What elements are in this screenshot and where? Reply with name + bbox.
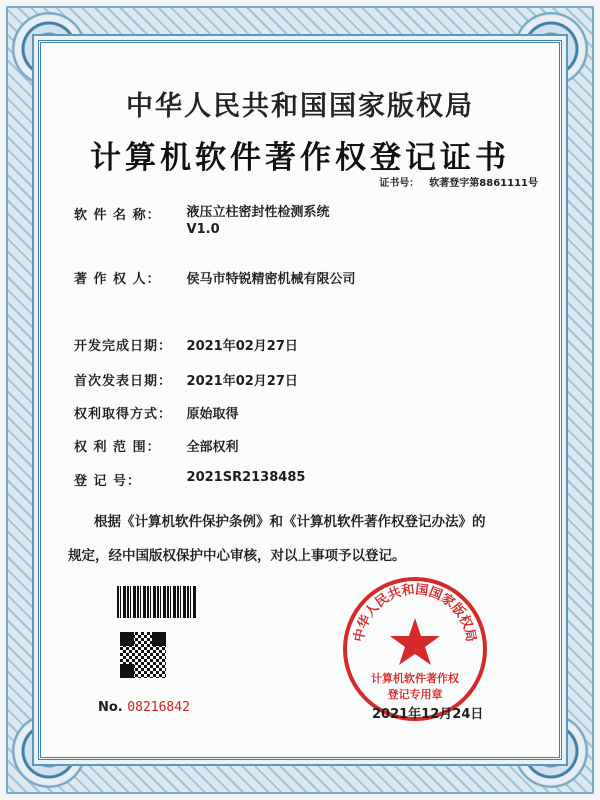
- field-label: 著 作 权 人：: [74, 272, 161, 287]
- field-development-date: [74, 335, 298, 354]
- seal-arc-text: 中华人民共和国国家版权局: [351, 582, 479, 644]
- software-name-line: 液压立柱密封性检测系统: [186, 205, 330, 220]
- barcode: [117, 586, 197, 618]
- field-value: 原始取得: [186, 407, 239, 422]
- field-value: 全部权利: [186, 440, 239, 455]
- field-copyright-owner: [74, 268, 356, 287]
- field-acquisition-method: [74, 403, 239, 422]
- issuer-title: 中华人民共和国国家版权局: [126, 91, 474, 122]
- qr-code: [120, 632, 166, 678]
- field-value: 侯马市特锐精密机械有限公司: [186, 272, 356, 287]
- statement-line: 规定，经中国版权保护中心审核，对以上事项予以登记。: [68, 548, 406, 564]
- field-label: 首次发表日期：: [74, 374, 173, 389]
- field-value: [187, 204, 330, 238]
- seal-line-2: 登记专用章: [387, 688, 443, 701]
- field-label: 软 件 名 称：: [74, 208, 161, 223]
- certification-statement: [68, 505, 538, 573]
- field-label: 权利取得方式：: [74, 407, 173, 422]
- field-publish-date: [74, 370, 298, 389]
- seal-line-1: 计算机软件著作权: [371, 672, 459, 685]
- official-seal: [340, 574, 490, 724]
- software-version-line: V1.0: [186, 222, 220, 237]
- field-label: 权 利 范 围：: [74, 440, 161, 455]
- field-value: 2021年02月27日: [186, 339, 298, 354]
- seal-star-icon: [390, 618, 440, 665]
- field-software-name: [74, 204, 330, 238]
- field-rights-scope: [74, 436, 239, 455]
- certificate-number: [379, 174, 538, 189]
- certificate-number-label: 证书号：: [379, 178, 420, 189]
- field-label: 登 记 号：: [74, 474, 142, 489]
- issue-date: 2021年12月24日: [372, 707, 484, 722]
- serial-value: 08216842: [127, 700, 190, 715]
- serial-prefix: No.: [98, 700, 123, 715]
- field-value: 2021年02月27日: [186, 374, 298, 389]
- certificate-title: 计算机软件著作权登记证书: [90, 140, 510, 176]
- serial-number: [98, 700, 190, 715]
- field-label: 开发完成日期：: [74, 339, 173, 354]
- field-value: 2021SR2138485: [186, 470, 306, 485]
- certificate-number-value: 软著登字第8861111号: [429, 178, 538, 189]
- field-registration-number: [74, 470, 305, 489]
- statement-line: 根据《计算机软件保护条例》和《计算机软件著作权登记办法》的: [94, 514, 486, 530]
